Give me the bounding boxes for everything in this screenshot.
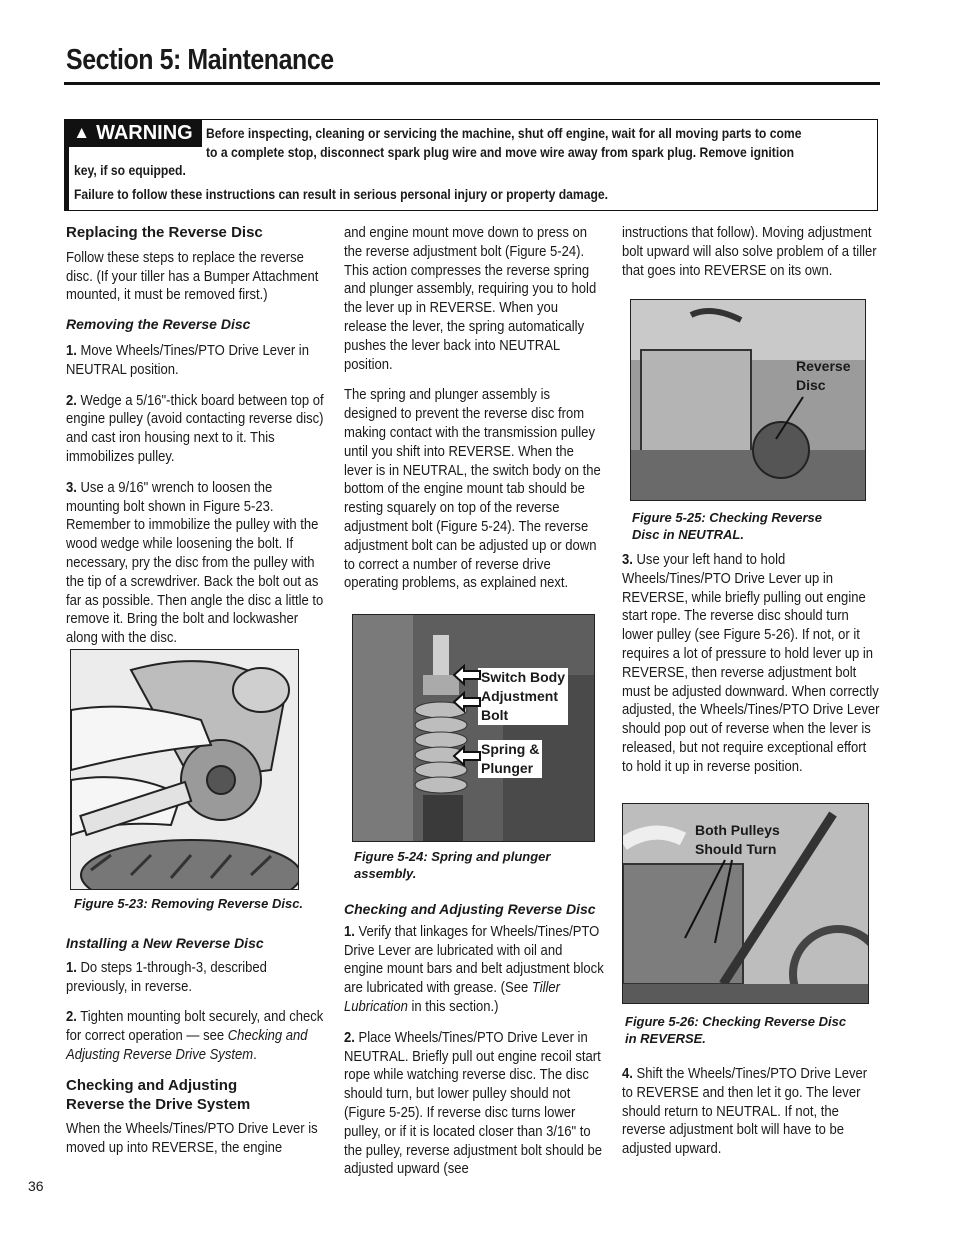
step-number: 3. xyxy=(622,552,633,568)
reverse-disc-pointer xyxy=(770,395,810,450)
page-number: 36 xyxy=(28,1178,44,1194)
installing-step-2: Tighten mounting bolt securely, and check for correct operation — see xyxy=(66,1009,324,1045)
figure-5-24-caption-line-1: Figure 5-24: Spring and plunger xyxy=(354,849,551,864)
callout-spring-plunger xyxy=(478,740,542,778)
column-2 xyxy=(344,224,604,605)
callout-reverse-line-2: Disc xyxy=(796,377,826,393)
both-pulleys-pointers xyxy=(670,858,750,953)
warning-line-1: Before inspecting, cleaning or servicing the machine, shut off engine, wait for all moving parts to come xyxy=(206,126,802,141)
col2-paragraph-1: and engine mount move down to press on the reverse adjustment bolt (Figure 5-24). This action compresses the reverse spring and plunger assembly, requiring you to hold the lever up in REVERSE. When you release the lever, the spring automatically pushes the lever back into NEUTRAL position. xyxy=(344,225,597,373)
callout-reverse-line-1: Reverse xyxy=(796,358,851,374)
callout-arrows xyxy=(452,664,482,779)
checking-disc-subheading: Checking and Adjusting Reverse Disc xyxy=(344,901,596,917)
figure-5-25-caption-line-1: Figure 5-25: Checking Reverse xyxy=(632,510,823,525)
checking-intro: When the Wheels/Tines/PTO Drive Lever is moved up into REVERSE, the engine xyxy=(66,1121,318,1157)
callout-pulleys-line-1: Both Pulleys xyxy=(695,822,780,838)
callout-reverse-disc xyxy=(793,357,854,395)
callout-switch-line-2: Adjustment xyxy=(481,688,558,704)
callout-spring-line-2: Plunger xyxy=(481,760,534,776)
callout-switch-line-3: Bolt xyxy=(481,707,509,723)
checking-step-2: Place Wheels/Tines/PTO Drive Lever in NEUTRAL. Briefly pull out engine recoil start rope while watching reverse disc. The disc should turn, but lower pulley should not (Figure 5-25). If reverse disc turns lower pulley, or if it is located closer than 3/16" to the pulley, reverse adjustment bolt should be adjusted upward (see xyxy=(344,1029,603,1178)
step-number: 3. xyxy=(66,479,77,496)
col3-paragraph-1: instructions that follow). Moving adjustment bolt upward will also solve problem of a tiller that goes into REVERSE on its own. xyxy=(622,225,877,279)
figure-5-25-caption-line-2: Disc in NEUTRAL. xyxy=(632,527,744,542)
figure-5-24-caption xyxy=(354,848,550,882)
column-3-lower xyxy=(622,1065,880,1171)
callout-pulleys-line-2: Should Turn xyxy=(695,841,777,857)
installing-step-1: Do steps 1-through-3, described previously, in reverse. xyxy=(66,959,267,995)
step-number: 2. xyxy=(344,1029,355,1046)
column-2-lower xyxy=(344,900,604,1191)
step-number: 1. xyxy=(344,923,355,940)
checking-step-1-ref: Tiller Lubrication xyxy=(344,980,561,1015)
column-1-lower: Installing a New Reverse Disc 1. Do steps 1-through-3, described previously, in reverse. 2. Tighten mounting bolt securely, and check for correct operation — see Checking and Adjusting Reverse Drive System. Checking and Adjusting Reverse the Drive System When the Wheels/Tines/PTO Drive Lever is moved up into REVERSE, the engine xyxy=(66,935,324,1157)
checking-step-3: Use your left hand to hold Wheels/Tines/PTO Drive Lever up in REVERSE, while briefly pulling out engine start rope. The reverse disc should turn lower pulley (see Figure 5-26). If not, or it requires a lot of pressure to hold lever up in REVERSE, then reverse adjustment bolt must be adjusted downward. When correctly adjusted, the Wheels/Tines/PTO Drive Lever should pop out of reverse when the lever is released, but not require exceptional effort to hold it up in reverse position. xyxy=(622,552,880,775)
column-3 xyxy=(622,224,880,292)
page-title: Section 5: Maintenance xyxy=(66,44,334,76)
callout-spring-line-1: Spring & xyxy=(481,741,540,757)
figure-5-26-caption xyxy=(625,1013,846,1047)
callout-switch-line-1: Switch Body xyxy=(481,669,566,685)
checking-step-4: Shift the Wheels/Tines/PTO Drive Lever to REVERSE and then let it go. The lever should return to NEUTRAL. If not, the reverse adjustment bolt will have to be adjusted upward. xyxy=(622,1066,868,1158)
column-3-middle xyxy=(622,551,880,789)
callout-switch-body xyxy=(478,668,568,725)
figure-5-25-photo xyxy=(630,299,866,501)
replacing-heading: Replacing the Reverse Disc xyxy=(66,224,263,241)
column-1 xyxy=(66,224,324,660)
step-number: 2. xyxy=(66,392,77,409)
figure-5-26-caption-line-2: in REVERSE. xyxy=(625,1031,706,1046)
figure-5-26-caption-line-1: Figure 5-26: Checking Reverse Disc xyxy=(625,1014,847,1029)
step-number: 1. xyxy=(66,959,77,976)
warning-line-4: Failure to follow these instructions can result in serious personal injury or property damage. xyxy=(74,187,609,202)
installing-subheading: Installing a New Reverse Disc xyxy=(66,935,264,951)
figure-5-25-caption xyxy=(632,509,822,543)
warning-line-3: key, if so equipped. xyxy=(74,163,186,178)
checking-heading-line-1: Checking and Adjusting xyxy=(66,1076,238,1094)
checking-heading-line-2: Reverse the Drive System xyxy=(66,1095,251,1113)
figure-5-24-caption-line-2: assembly. xyxy=(354,866,417,881)
removing-subheading: Removing the Reverse Disc xyxy=(66,316,251,333)
title-rule xyxy=(64,82,880,85)
callout-both-pulleys xyxy=(692,821,783,859)
step-number: 1. xyxy=(66,342,77,359)
step-number: 4. xyxy=(622,1066,633,1082)
figure-5-23-caption: Figure 5-23: Removing Reverse Disc. xyxy=(74,896,304,911)
replacing-intro: Follow these steps to replace the reverse disc. (If your tiller has a Bumper Attachment mounted, it must be removed first.) xyxy=(66,249,319,304)
removing-step-2: Wedge a 5/16"-thick board between top of engine pulley (avoid contacting reverse disc) and cast iron housing next to it. This immobilizes pulley. xyxy=(66,392,324,465)
step-number: 2. xyxy=(66,1009,77,1026)
col2-paragraph-2: The spring and plunger assembly is designed to prevent the reverse disc from making contact with the transmission pulley until you shift into REVERSE. When the lever is in NEUTRAL, the switch body on the bottom of the engine mount tab should be resting squarely on top of the reverse adjustment bolt (Figure 5-24). The reverse adjustment bolt can be adjusted up or down to correct a number of reverse drive operating problems, as explained next. xyxy=(344,387,601,592)
checking-step-1: Verify that linkages for Wheels/Tines/PTO Drive Lever are lubricated with oil and engine mount bars and belt adjustment block are lubricated with grease. (See xyxy=(344,923,604,997)
warning-line-2: to a complete stop, disconnect spark plug wire and move wire away from spark plug. Remove ignition xyxy=(206,145,795,160)
installing-step-2-ref: Checking and Adjusting Reverse Drive System xyxy=(66,1028,308,1063)
removing-step-3: Use a 9/16" wrench to loosen the mounting bolt shown in Figure 5-23. Remember to immobilize the pulley with the wood wedge while loosening the bolt. If necessary, pry the disc from the pulley with the tip of a screwdriver. Back the bolt out as far as possible. Then angle the disc a little to remove it. Bring the bolt and lockwasher along with the disc. xyxy=(66,479,324,647)
figure-5-23-illustration xyxy=(70,649,299,890)
warning-label-text: WARNING xyxy=(96,121,193,144)
checking-step-1-tail: in this section.) xyxy=(407,998,499,1015)
removing-step-1: Move Wheels/Tines/PTO Drive Lever in NEUTRAL position. xyxy=(66,342,309,378)
warning-triangle-icon: ▲ xyxy=(73,123,91,142)
warning-label xyxy=(64,119,202,147)
